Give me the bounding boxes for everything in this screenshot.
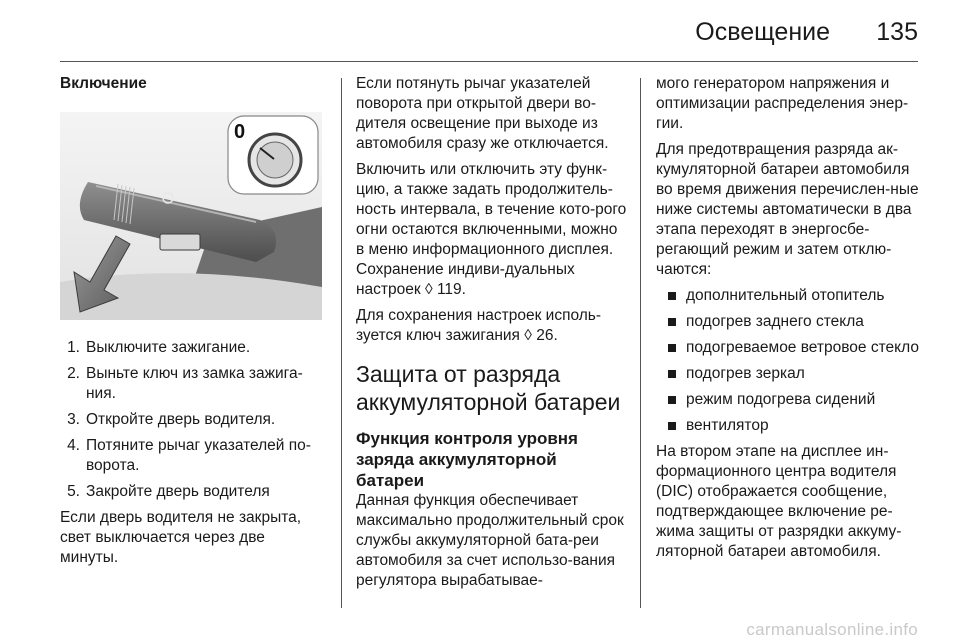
paragraph-key-settings: Для сохранения настроек исполь-зуется ключ зажигания ◊ 26.	[356, 307, 602, 344]
step-number: 3.	[67, 411, 80, 428]
list-item	[656, 286, 924, 306]
step-text: Выключите зажигание.	[86, 339, 251, 356]
list-item	[656, 390, 924, 410]
column-divider-1	[341, 78, 342, 608]
inset-zero-label: 0	[234, 121, 246, 143]
step-number: 5.	[67, 483, 80, 500]
column-right	[656, 74, 924, 568]
stalk-illustration	[60, 112, 322, 320]
bullet-square-icon	[668, 318, 676, 326]
bullet-text: дополнительный отопитель	[686, 287, 885, 304]
section-heading-switch-on: Включение	[60, 75, 147, 92]
page-header	[60, 0, 918, 62]
list-item	[60, 338, 326, 358]
paragraph-continuation: мого генератором напряжения и оптимизации распределения энер-гии.	[656, 75, 909, 132]
step-number: 1.	[67, 339, 80, 356]
paragraph-energy-saving: Для предотвращения разряда ак-кумуляторной батареи автомобиля во время движения перечислен-ные ниже системы автоматически в два этапа переходят в энергосбе-регающий режим и затем отклю-чаются:	[656, 141, 919, 278]
bullet-square-icon	[668, 396, 676, 404]
door-open-note: Если дверь водителя не закрыта, свет выключается через две минуты.	[60, 509, 302, 566]
step-text: Выньте ключ из замка зажига-ния.	[86, 365, 303, 402]
bullet-text: подогреваемое ветровое стекло	[686, 339, 919, 356]
systems-list	[656, 286, 924, 436]
step-text: Закройте дверь водителя	[86, 483, 270, 500]
column-left	[60, 74, 326, 574]
step-text: Потяните рычаг указателей по-ворота.	[86, 437, 311, 474]
step-number: 4.	[67, 437, 80, 454]
page-title: Освещение	[695, 18, 830, 46]
paragraph-charge-control: Данная функция обеспечивает максимально продолжительный срок службы аккумуляторной бата-реи автомобиля за счет использо-вания регулятора вырабатывае-	[356, 492, 624, 589]
list-item	[60, 436, 326, 476]
list-item	[656, 364, 924, 384]
bullet-square-icon	[668, 370, 676, 378]
turn-signal-stalk-drawing	[60, 112, 322, 320]
bullet-text: подогрев заднего стекла	[686, 313, 864, 330]
paragraph-exit-lighting: Если потянуть рычаг указателей поворота при открытой двери во-дителя освещение при выходе из автомобиля сразу же отключается.	[356, 75, 609, 152]
watermark: carmanualsonline.info	[746, 620, 918, 639]
column-middle	[356, 74, 628, 597]
bullet-text: режим подогрева сидений	[686, 391, 876, 408]
paragraph-settings: Включить или отключить эту функ-цию, а также задать продолжитель-ность интервала, в течение кото-рого огни остаются включенными, можно в меню информационного дисплея. Сохранение индиви-дуальных настроек ◊ 119.	[356, 161, 627, 298]
section-heading-battery-protection: Защита от разряда аккумуляторной батареи	[356, 361, 621, 415]
bullet-square-icon	[668, 292, 676, 300]
list-item	[60, 410, 326, 430]
subheading-charge-control: Функция контроля уровня заряда аккумуляторной батареи	[356, 429, 578, 490]
bullet-text: вентилятор	[686, 417, 769, 434]
bullet-square-icon	[668, 344, 676, 352]
list-item	[60, 482, 326, 502]
bullet-square-icon	[668, 422, 676, 430]
list-item	[656, 312, 924, 332]
page-number: 135	[876, 18, 918, 46]
paragraph-dic-message: На втором этапе на дисплее ин-формационного центра водителя (DIC) отображается сообщение, подтверждающее включение ре-жима защиты от разрядки аккуму-ляторной батареи автомобиля.	[656, 443, 902, 560]
list-item	[656, 338, 924, 358]
column-divider-2	[640, 78, 641, 608]
steps-list	[60, 338, 326, 502]
bullet-text: подогрев зеркал	[686, 365, 805, 382]
step-number: 2.	[67, 365, 80, 382]
list-item	[60, 364, 326, 404]
list-item	[656, 416, 924, 436]
step-text: Откройте дверь водителя.	[86, 411, 276, 428]
